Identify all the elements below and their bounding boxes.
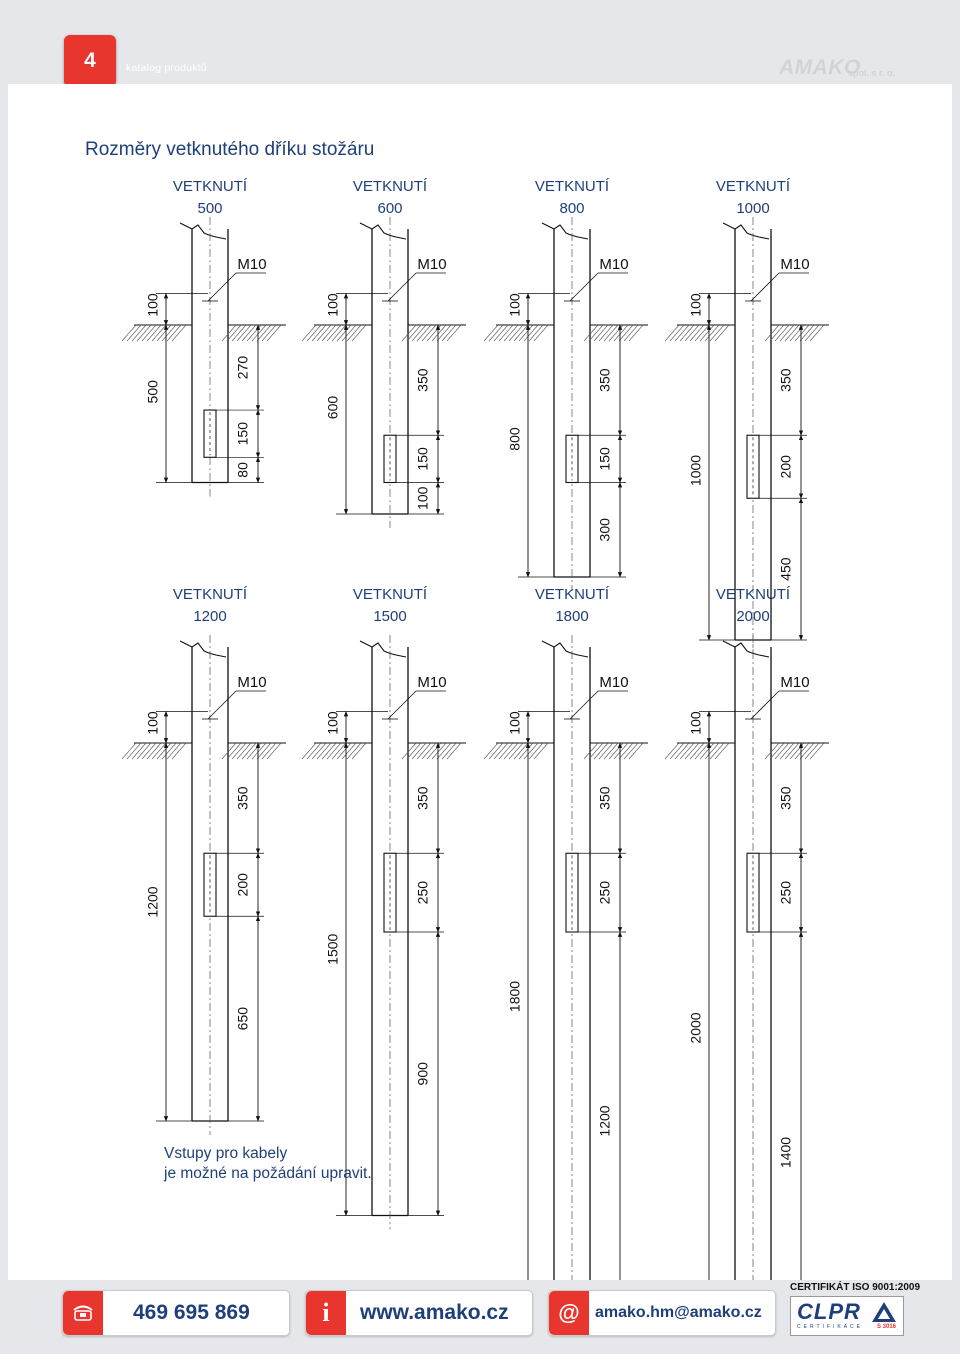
group-2000-thread-label: M10	[780, 673, 810, 691]
group-2000-dim-top-label: 100	[687, 711, 704, 735]
group-1500-thread-label: M10	[417, 673, 447, 691]
group-600-thread-label: M10	[417, 255, 447, 273]
note-line-1: Vstupy pro kabely	[164, 1145, 288, 1162]
group-1800-dim-c-label: 1200	[596, 1105, 613, 1137]
group-800-depth: 800	[559, 200, 585, 217]
group-800-dim-total-label: 800	[506, 427, 523, 451]
group-2000-label: VETKNUTÍ	[715, 586, 791, 603]
group-2000-dim-total-label: 2000	[687, 1012, 704, 1044]
group-600-label: VETKNUTÍ	[352, 178, 428, 195]
group-1800-thread-label: M10	[599, 673, 629, 691]
group-1000-thread-label: M10	[780, 255, 810, 273]
group-1200-dim-a-label: 350	[234, 786, 251, 810]
group-1800-dim-total-label: 1800	[506, 980, 523, 1013]
group-600-dim-c-label: 100	[414, 486, 431, 510]
group-600-dim-top-label: 100	[324, 293, 341, 317]
group-800-thread-leader	[570, 273, 598, 301]
group-1500-depth: 1500	[373, 608, 407, 625]
group-800-break-line	[542, 223, 588, 239]
group-1800-label: VETKNUTÍ	[534, 586, 610, 603]
group-1800-dim-top-label: 100	[506, 711, 523, 735]
group-500-dim-a-label: 270	[234, 355, 251, 380]
group-1200-depth: 1200	[193, 608, 227, 625]
group-500-thread-leader	[208, 273, 236, 301]
group-500-dim-b-label: 150	[234, 421, 251, 446]
group-1200-dim-c-label: 650	[234, 1006, 251, 1031]
group-1200-label: VETKNUTÍ	[172, 586, 248, 603]
group-1800-depth: 1800	[555, 608, 589, 625]
email-link[interactable]: amako.hm@amako.cz	[595, 1304, 762, 1321]
phone-box[interactable]	[62, 1290, 290, 1336]
group-800-dim-a-label: 350	[596, 368, 613, 392]
group-1200-thread-leader	[208, 691, 236, 719]
group-2000-dim-c-label: 1400	[777, 1136, 794, 1169]
group-1000-dim-b-label: 200	[777, 455, 794, 479]
phone-icon	[63, 1291, 103, 1335]
group-1000-break-line	[723, 223, 769, 239]
group-1500-dim-a-label: 350	[414, 786, 431, 810]
group-600-dim-b-label: 150	[414, 447, 431, 471]
group-1200-thread-label: M10	[237, 673, 267, 691]
group-800-dim-b-label: 150	[596, 447, 613, 471]
cert-sub: CERTIFIKACE	[797, 1324, 863, 1330]
group-1000-label: VETKNUTÍ	[715, 178, 791, 195]
group-2000-dim-a-label: 350	[777, 786, 794, 810]
group-1000-dim-c-label: 450	[777, 557, 794, 581]
group-1500-dim-total-label: 1500	[324, 933, 341, 965]
web-box[interactable]	[305, 1290, 533, 1336]
group-600-thread-leader	[388, 273, 416, 301]
email-box[interactable]	[548, 1290, 776, 1336]
group-1500-dim-top-label: 100	[324, 711, 341, 735]
group-800-label: VETKNUTÍ	[534, 178, 610, 195]
group-1000-dim-top-label: 100	[687, 293, 704, 317]
cert-code: S 3016	[877, 1324, 897, 1330]
group-1000-dim-a-label: 350	[777, 368, 794, 392]
page-title: Rozměry vetknutého dříku stožáru	[85, 139, 375, 160]
group-500-dim-c-label: 80	[234, 462, 251, 478]
group-1800-thread-leader	[570, 691, 598, 719]
group-1000-depth: 1000	[736, 200, 770, 217]
web-link[interactable]: www.amako.cz	[360, 1301, 509, 1324]
group-500-dim-top-label: 100	[144, 293, 161, 317]
cert-triangle-icon	[871, 1301, 897, 1323]
group-800-dim-top-label: 100	[506, 293, 523, 317]
group-1200-break-line	[180, 641, 226, 657]
catalog-label: katalog produktů	[126, 62, 207, 74]
group-2000-thread-leader	[751, 691, 779, 719]
group-500-depth: 500	[197, 200, 223, 217]
group-1500-dim-b-label: 250	[414, 880, 431, 905]
group-1000-dim-total-label: 1000	[687, 454, 704, 487]
group-1500-dim-c-label: 900	[414, 1062, 431, 1086]
group-600-break-line	[360, 223, 406, 239]
info-icon: i	[306, 1291, 346, 1335]
group-2000-break-line	[723, 641, 769, 657]
group-1800-dim-a-label: 350	[596, 786, 613, 810]
group-1200-dim-total-label: 1200	[144, 886, 161, 918]
group-500-label: VETKNUTÍ	[172, 178, 248, 195]
group-600-dim-total-label: 600	[324, 395, 341, 420]
group-1500-label: VETKNUTÍ	[352, 586, 428, 603]
cable-entry-note	[164, 1144, 372, 1184]
group-800-dim-c-label: 300	[596, 518, 613, 542]
group-500-thread-label: M10	[237, 255, 267, 273]
footer	[0, 1280, 960, 1354]
group-1200-dim-top-label: 100	[144, 711, 161, 735]
group-500-break-line	[180, 223, 226, 239]
group-600-dim-a-label: 350	[414, 368, 431, 392]
certificate-logo	[790, 1296, 904, 1336]
group-1500-break-line	[360, 641, 406, 657]
group-600-depth: 600	[377, 200, 403, 217]
group-2000-dim-b-label: 250	[777, 880, 794, 905]
group-500-dim-total-label: 500	[144, 380, 161, 404]
certificate-title: CERTIFIKÁT ISO 9001:2009	[790, 1282, 921, 1293]
group-800-thread-label: M10	[599, 255, 629, 273]
group-2000-depth: 2000	[736, 608, 770, 625]
at-icon: @	[549, 1291, 589, 1335]
group-1800-dim-b-label: 250	[596, 880, 613, 905]
group-1200-dim-b-label: 200	[234, 873, 251, 897]
brand-suffix: spol. s r. o.	[848, 68, 896, 78]
group-1000-thread-leader	[751, 273, 779, 301]
group-1500-thread-leader	[388, 691, 416, 719]
note-line-2: je možné na požádání upravit.	[164, 1165, 372, 1182]
clpr-logo: CLPR	[797, 1299, 861, 1324]
page-number-badge: 4	[64, 35, 116, 87]
phone-number: 469 695 869	[133, 1301, 250, 1324]
brand-logo: AMAKO	[779, 56, 861, 79]
group-1800-break-line	[542, 641, 588, 657]
